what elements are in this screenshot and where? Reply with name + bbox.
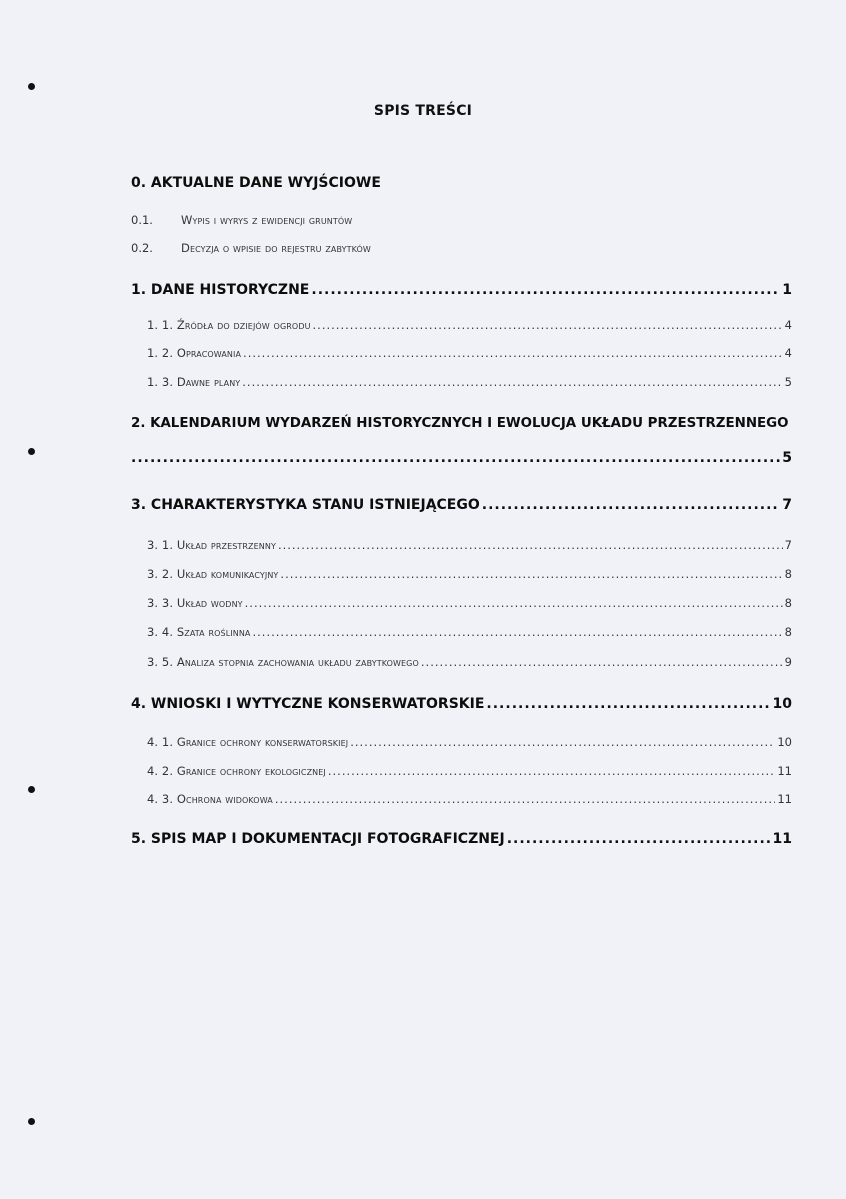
punch-hole-mark: [28, 448, 35, 455]
toc-section-5[interactable]: [131, 831, 792, 847]
toc-item-label: 1. 2. Opracowania: [147, 346, 242, 360]
toc-section-label: 1. DANE HISTORYCZNE: [131, 282, 310, 298]
toc-leader-dots: [311, 282, 780, 298]
toc-item-label: 4. 1. Granice ochrony konserwatorskiej: [147, 735, 349, 749]
punch-hole-mark: [28, 1118, 35, 1125]
toc-item-label: 3. 2. Układ komunikacyjny: [147, 567, 279, 581]
page-title: SPIS TREŚCI: [373, 103, 473, 119]
toc-section-label: 2. KALENDARIUM WYDARZEŃ HISTORYCZNYCH I EWOLUCJA UKŁADU PRZESTRZENNEGO: [131, 416, 789, 431]
toc-page-number: 8: [784, 567, 792, 581]
toc-item-label: 3. 4. Szata roślinna: [147, 625, 251, 639]
toc-page-number: 7: [784, 538, 792, 552]
toc-item[interactable]: [147, 346, 792, 360]
toc-page-number: 11: [777, 792, 792, 806]
toc-item-label: 4. 2. Granice ochrony ekologicznej: [147, 764, 326, 778]
toc-item[interactable]: [147, 538, 792, 552]
toc-leader-dots: [328, 764, 776, 778]
toc-section-label: 3. CHARAKTERYSTYKA STANU ISTNIEJĄCEGO: [131, 497, 480, 513]
toc-page-number: 4: [784, 346, 792, 360]
toc-leader-dots: [131, 450, 780, 466]
toc-item[interactable]: [147, 764, 792, 778]
toc-page-number: 9: [784, 655, 792, 669]
toc-item-label: 4. 3. Ochrona widokowa: [147, 792, 273, 806]
toc-section-2[interactable]: [131, 416, 792, 431]
toc-page-number: 11: [777, 764, 792, 778]
toc-item-label: 1. 3. Dawne plany: [147, 375, 241, 389]
toc-item[interactable]: [147, 567, 792, 581]
toc-item[interactable]: [147, 596, 792, 610]
toc-section-label: 5. SPIS MAP I DOKUMENTACJI FOTOGRAFICZNEJ: [131, 831, 505, 847]
toc-leader-dots: [278, 538, 783, 552]
toc-item-label: 1. 1. Źródła do dziejów ogrodu: [147, 318, 311, 332]
toc-section-4[interactable]: [131, 696, 792, 712]
toc-item-label: 3. 1. Układ przestrzenny: [147, 538, 276, 552]
toc-item-label: Wypis i wyrys z ewidencji gruntów: [181, 213, 353, 227]
toc-leader-dots: [421, 655, 783, 669]
toc-item-label: Decyzja o wpisie do rejestru zabytków: [181, 241, 371, 255]
toc-item-number: 0.1.: [131, 213, 153, 227]
toc-section-3[interactable]: [131, 497, 792, 513]
toc-section-0[interactable]: [131, 175, 792, 191]
toc-item-number: 0.2.: [131, 241, 153, 255]
toc-leader-dots: [275, 792, 776, 806]
toc-page-number: 10: [777, 735, 792, 749]
punch-hole-mark: [28, 786, 35, 793]
toc-leader-dots: [482, 497, 780, 513]
toc-section-2-leader[interactable]: [131, 450, 792, 466]
toc-item[interactable]: [131, 213, 792, 227]
toc-leader-dots: [243, 346, 783, 360]
toc-section-1[interactable]: [131, 282, 792, 298]
toc-page-number: 8: [784, 625, 792, 639]
toc-item[interactable]: [131, 241, 792, 255]
toc-item[interactable]: [147, 735, 792, 749]
toc-item[interactable]: [147, 625, 792, 639]
toc-leader-dots: [486, 696, 770, 712]
toc-item-label: 3. 5. Analiza stopnia zachowania układu zabytkowego: [147, 655, 419, 669]
toc-page-number: 1: [782, 282, 792, 298]
toc-page-number: 5: [784, 375, 792, 389]
toc-section-label: 4. WNIOSKI I WYTYCZNE KONSERWATORSKIE: [131, 696, 485, 712]
toc-item[interactable]: [147, 792, 792, 806]
toc-leader-dots: [313, 318, 783, 332]
toc-leader-dots: [245, 596, 783, 610]
toc-section-label: 0. AKTUALNE DANE WYJŚCIOWE: [131, 175, 381, 191]
toc-item[interactable]: [147, 655, 792, 669]
toc-leader-dots: [280, 567, 782, 581]
toc-page-number: 11: [772, 831, 792, 847]
toc-leader-dots: [252, 625, 782, 639]
toc-page-number: 10: [772, 696, 792, 712]
toc-leader-dots: [242, 375, 782, 389]
toc-leader-dots: [350, 735, 775, 749]
punch-hole-mark: [28, 83, 35, 90]
toc-page-number: 8: [784, 596, 792, 610]
toc-leader-dots: [507, 831, 771, 847]
toc-item[interactable]: [147, 318, 792, 332]
toc-page-number: 4: [784, 318, 792, 332]
toc-page-number: 5: [782, 450, 792, 466]
toc-page-number: 7: [782, 497, 792, 513]
toc-item-label: 3. 3. Układ wodny: [147, 596, 243, 610]
toc-item[interactable]: [147, 375, 792, 389]
